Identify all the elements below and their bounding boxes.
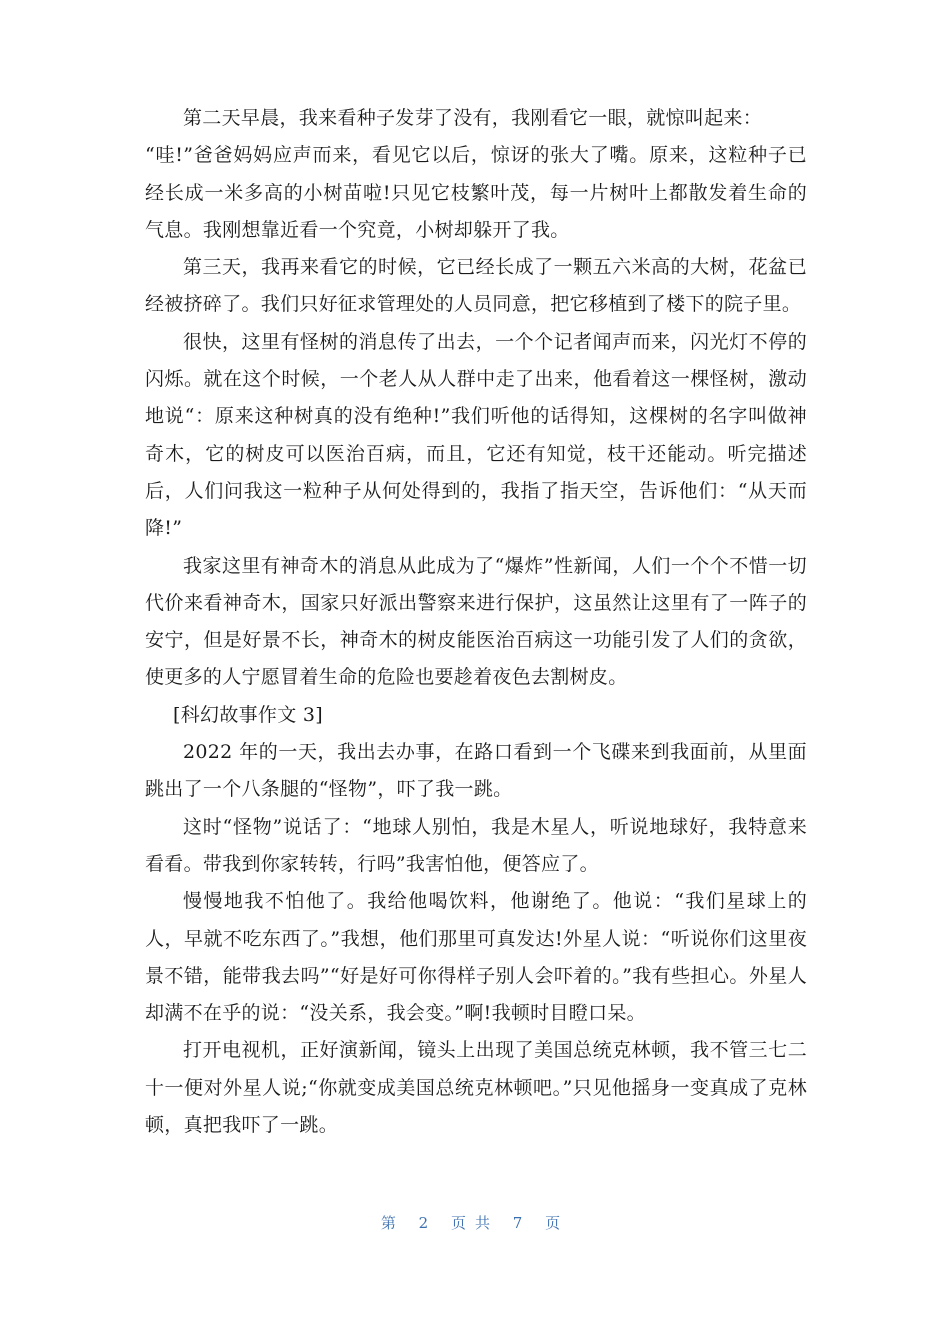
paragraph: 我家这里有神奇木的消息从此成为了“爆炸”性新闻，人们一个个不惜一切代价来看神奇木，国家只好派出警察来进行保护，这虽然让这里有了一阵子的安宁，但是好景不长，神奇木的树皮能医治百病这一功能引发了人们的贪欲，使更多的人宁愿冒着生命的危险也要趁着夜色去割树皮。 (145, 554, 807, 689)
paragraph: 很快，这里有怪树的消息传了出去，一个个记者闻声而来，闪光灯不停的闪烁。就在这个时候，一个老人从人群中走了出来，他看着这一棵怪树，激动地说“：原来这种树真的没有绝种!”我们听他的话得知，这棵树的名字叫做神奇木，它的树皮可以医治百病，而且，它还有知觉，枝干还能动。听完描述后，人们问我这一粒种子从何处得到的，我指了指天空，告诉他们：“从天而降!” (145, 330, 807, 540)
paragraph: 慢慢地我不怕他了。我给他喝饮料，他谢绝了。他说：“我们星球上的人，早就不吃东西了。”我想，他们那里可真发达!外星人说：“听说你们这里夜景不错，能带我去吗”“好是好可你得样子别人会吓着的。”我有些担心。外星人却满不在乎的说：“没关系，我会变。”啊!我顿时目瞪口呆。 (145, 890, 807, 1025)
paragraph: 2022 年的一天，我出去办事，在路口看到一个飞碟来到我面前，从里面跳出了一个八条腿的“怪物”，吓了我一跳。 (145, 741, 807, 801)
paragraph: 这时“怪物”说话了：“地球人别怕，我是木星人，听说地球好，我特意来看看。带我到你家转转，行吗”我害怕他，便答应了。 (145, 815, 807, 875)
page-number-footer: 第 2 页共 7 页 (380, 1214, 570, 1232)
paragraph: 打开电视机，正好演新闻，镜头上出现了美国总统克林顿，我不管三七二十一便对外星人说;“你就变成美国总统克林顿吧。”只见他摇身一变真成了克林顿，真把我吓了一跳。 (145, 1039, 807, 1137)
paragraph: 第二天早晨，我来看种子发芽了没有，我刚看它一眼，就惊叫起来： (183, 107, 763, 129)
document-body (145, 100, 807, 1144)
paragraph: 第三天，我再来看它的时候，它已经长成了一颗五六米高的大树，花盆已经被挤碎了。我们只好征求管理处的人员同意，把它移植到了楼下的院子里。 (145, 256, 807, 316)
section-heading: [科幻故事作文 3] (173, 703, 323, 726)
paragraph: “哇!”爸爸妈妈应声而来，看见它以后，惊讶的张大了嘴。原来，这粒种子已经长成一米多高的小树苗啦!只见它枝繁叶茂，每一片树叶上都散发着生命的气息。我刚想靠近看一个究竟，小树却躲开了我。 (145, 144, 807, 241)
